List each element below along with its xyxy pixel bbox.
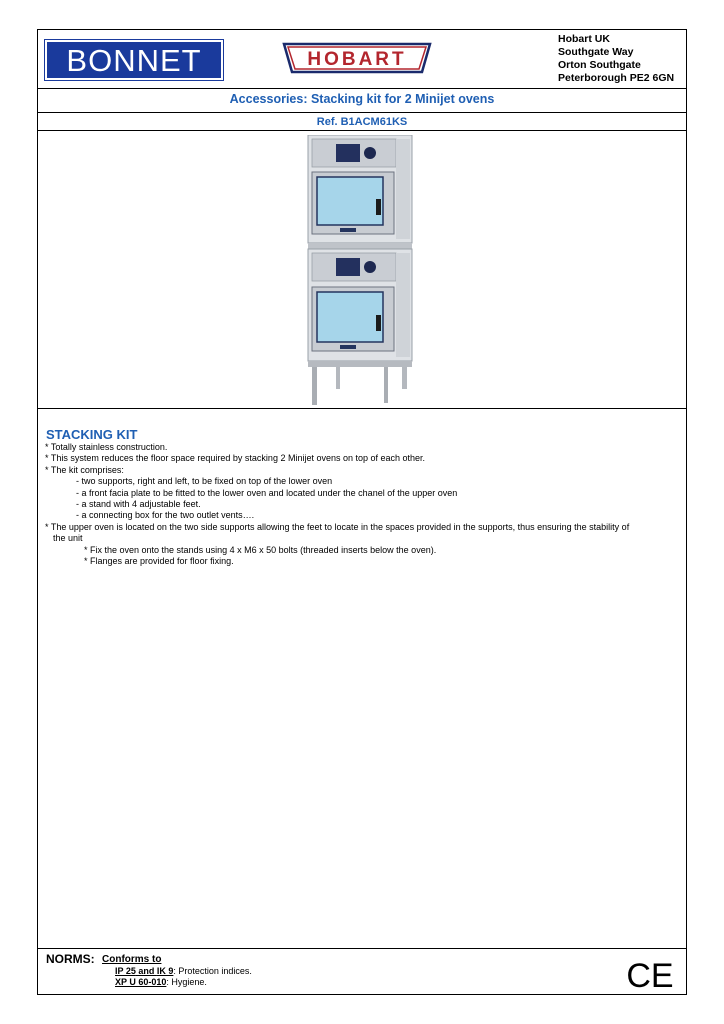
norms-ip-desc: : Protection indices. <box>173 966 252 976</box>
ce-mark-text: CE <box>626 957 674 991</box>
datasheet-frame <box>37 29 687 995</box>
norms-xp: XP U 60-010 <box>115 977 167 987</box>
norms-ik: IK 9 <box>156 966 174 976</box>
norms-and: and <box>135 966 157 976</box>
divider <box>38 948 686 949</box>
header <box>38 30 686 88</box>
description-line: - a front facia plate to be fitted to the lower oven and located under the chanel of the upper oven <box>76 487 458 498</box>
address-block <box>558 33 674 85</box>
hobart-logo-text: HOBART <box>307 49 407 70</box>
description-line: - a stand with 4 adjustable feet. <box>76 499 201 510</box>
reference-number: Ref. B1ACM61KS <box>316 116 408 128</box>
page-title: Accessories: Stacking kit for 2 Minijet ovens <box>229 92 495 106</box>
norms-label: NORMS: <box>46 952 95 966</box>
description-line: * Totally stainless construction. <box>45 442 168 452</box>
norms-protection-line <box>115 966 252 976</box>
bonnet-logo-text: BONNET <box>66 43 202 78</box>
description-line: * This system reduces the floor space required by stacking 2 Minijet ovens on top of each other. <box>45 453 426 464</box>
description-line: * Fix the oven onto the stands using 4 x M6 x 50 bolts (threaded inserts below the oven). <box>84 544 437 555</box>
divider <box>38 88 686 89</box>
description-line: - a connecting box for the two outlet vents…. <box>76 510 255 521</box>
description-line: * The kit comprises: <box>45 464 124 475</box>
norms-conforms: Conforms to <box>102 954 162 965</box>
description-line: * The upper oven is located on the two side supports allowing the feet to locate in the spaces provided in the supports, thus ensuring the stability of <box>45 521 630 532</box>
address-line: Hobart UK <box>558 33 610 45</box>
norms-xp-desc: : Hygiene. <box>166 977 207 987</box>
description-text <box>45 442 681 567</box>
ce-mark-icon <box>626 957 674 991</box>
divider <box>38 130 686 131</box>
address-line: Southgate Way <box>558 46 634 58</box>
hobart-logo <box>282 41 432 75</box>
section-heading: STACKING KIT <box>46 427 138 442</box>
description-line: * Flanges are provided for floor fixing. <box>84 556 234 567</box>
norms-hygiene-line <box>115 977 207 987</box>
address-line: Orton Southgate <box>558 59 641 71</box>
stacked-ovens-image <box>300 135 420 407</box>
bonnet-logo <box>44 39 224 81</box>
description-line: - two supports, right and left, to be fixed on top of the lower oven <box>76 476 333 487</box>
description-line: the unit <box>53 533 83 544</box>
divider <box>38 408 686 409</box>
norms-ip: IP 25 <box>115 966 136 976</box>
address-line: Peterborough PE2 6GN <box>558 72 675 84</box>
divider <box>38 112 686 113</box>
